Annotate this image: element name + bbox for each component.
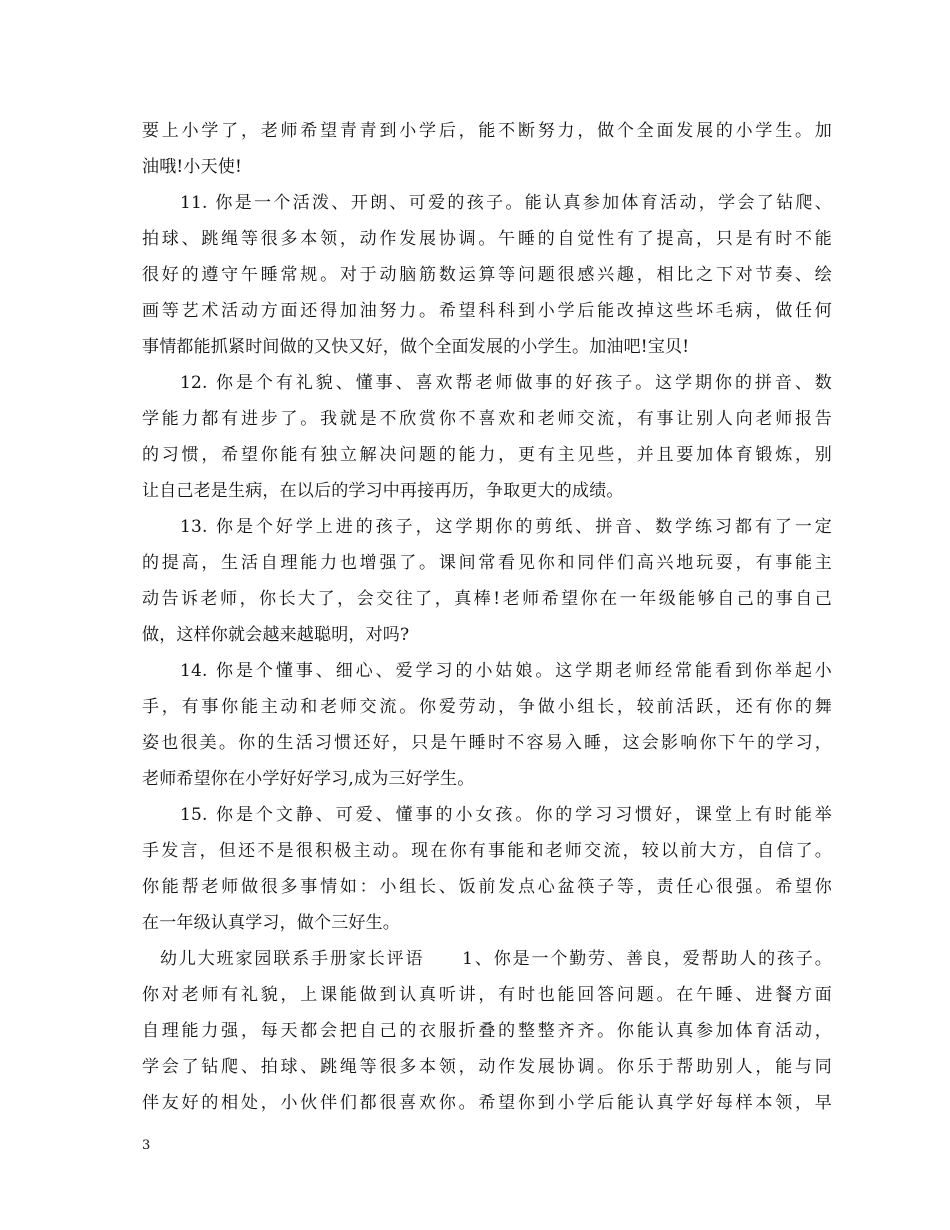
text-line: 姿也很美。你的生活习惯还好，只是午睡时不容易入睡，这会影响你下午的学习， <box>142 733 832 753</box>
text-line: 手发言，但还不是很积极主动。现在你有事能和老师交流，较以前大方，自信了。 <box>142 841 832 861</box>
page-number: 3 <box>142 1138 151 1153</box>
text-line: 11. 你是一个活泼、开朗、可爱的孩子。能认真参加体育活动，学会了钻爬、 <box>180 193 832 213</box>
text-line: 油哦!小天使! <box>142 157 243 177</box>
text-line: 的提高，生活自理能力也增强了。课间常看见你和同伴们高兴地玩耍，有事能主 <box>142 553 832 573</box>
text-line: 要上小学了，老师希望青青到小学后，能不断努力，做个全面发展的小学生。加 <box>142 121 832 141</box>
text-line: 学会了钻爬、拍球、跳绳等很多本领，动作发展协调。你乐于帮助别人，能与同 <box>142 1057 832 1077</box>
text-line: 自理能力强，每天都会把自己的衣服折叠的整整齐齐。你能认真参加体育活动， <box>142 1021 832 1041</box>
text-line: 伴友好的相处，小伙伴们都很喜欢你。希望你到小学后能认真学好每样本领，早 <box>142 1093 832 1113</box>
text-line: 的习惯，希望你能有独立解决问题的能力，更有主见些，并且要加体育锻炼，别 <box>142 445 832 465</box>
text-line: 老师希望你在小学好好学习,成为三好学生。 <box>142 769 475 789</box>
text-line: 让自己老是生病，在以后的学习中再接再历，争取更大的成绩。 <box>142 481 624 501</box>
text-line: 画等艺术活动方面还得加油努力。希望科科到小学后能改掉这些坏毛病，做任何 <box>142 301 832 321</box>
text-line: 手，有事你能主动和老师交流。你爱劳动，争做小组长，较前活跃，还有你的舞 <box>142 697 832 717</box>
text-line: 做，这样你就会越来越聪明，对吗? <box>142 625 410 645</box>
text-line: 13. 你是个好学上进的孩子，这学期你的剪纸、拼音、数学练习都有了一定 <box>180 517 832 537</box>
text-line: 动告诉老师，你长大了，会交往了，真棒!老师希望你在一年级能够自己的事自己 <box>142 589 832 609</box>
text-line: 14. 你是个懂事、细心、爱学习的小姑娘。这学期老师经常能看到你举起小 <box>180 661 832 681</box>
text-line: 很好的遵守午睡常规。对于动脑筋数运算等问题很感兴趣，相比之下对节奏、绘 <box>142 265 832 285</box>
text-line: 在一年级认真学习，做个三好生。 <box>142 913 400 933</box>
section-heading-line: 幼儿大班家园联系手册家长评语 1、你是一个勤劳、善良，爱帮助人的孩子。 <box>160 949 832 969</box>
text-line: 15. 你是个文静、可爱、懂事的小女孩。你的学习习惯好，课堂上有时能举 <box>180 805 832 825</box>
text-line: 拍球、跳绳等很多本领，动作发展协调。午睡的自觉性有了提高，只是有时不能 <box>142 229 832 249</box>
text-line: 你能帮老师做很多事情如：小组长、饭前发点心盆筷子等，责任心很强。希望你 <box>142 877 832 897</box>
text-line: 12. 你是个有礼貌、懂事、喜欢帮老师做事的好孩子。这学期你的拼音、数 <box>180 373 832 393</box>
text-line: 你对老师有礼貌，上课能做到认真听讲，有时也能回答问题。在午睡、进餐方面 <box>142 985 832 1005</box>
text-line: 学能力都有进步了。我就是不欣赏你不喜欢和老师交流，有事让别人向老师报告 <box>142 409 832 429</box>
text-line: 事情都能抓紧时间做的又快又好，做个全面发展的小学生。加油吧!宝贝! <box>142 337 690 357</box>
